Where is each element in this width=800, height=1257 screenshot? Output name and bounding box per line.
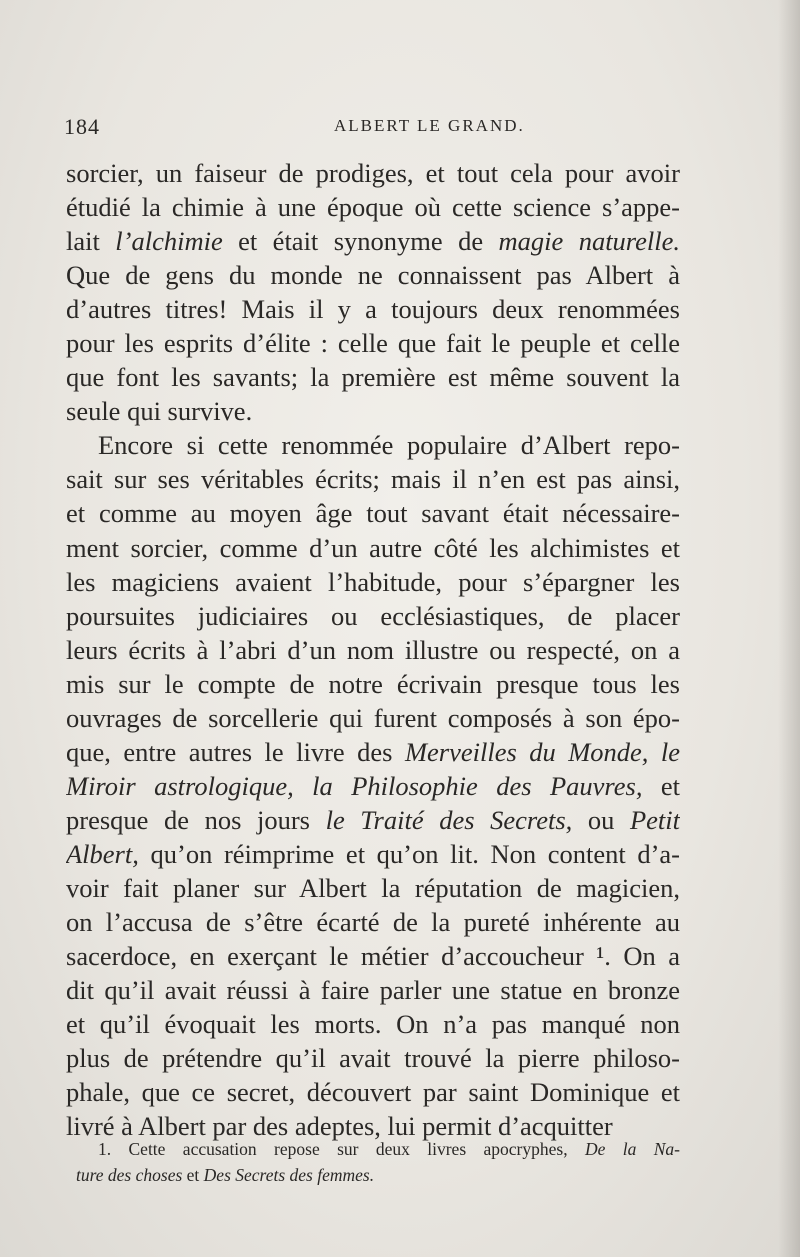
- text-span: et: [182, 1165, 204, 1185]
- text-span: mis sur le compte de notre écrivain presque tous les: [66, 668, 680, 699]
- text-span: seule qui survive.: [66, 396, 253, 427]
- text-span: les magiciens avaient l’habitude, pour s’épargner les: [66, 566, 680, 597]
- text-span: voir fait planer sur Albert la réputation de magicien,: [66, 872, 680, 903]
- text-line: [66, 973, 680, 1007]
- text-span: leurs écrits à l’abri d’un nom illustre ou respecté, on a: [66, 634, 680, 665]
- text-line: [66, 531, 680, 565]
- text-span: que font les savants; la première est même souvent la: [66, 362, 680, 393]
- text-line: [66, 190, 680, 224]
- text-line: [66, 1007, 680, 1041]
- text-span: plus de prétendre qu’il avait trouvé la pierre philoso-: [66, 1043, 680, 1074]
- text-span: lait: [66, 226, 116, 257]
- text-line: [66, 735, 680, 769]
- text-line: [66, 633, 680, 667]
- text-span: et comme au moyen âge tout savant était nécessaire-: [66, 498, 680, 529]
- page-header: [64, 114, 684, 144]
- text-span: Albert,: [66, 838, 139, 869]
- text-line: [66, 803, 680, 837]
- text-span: Des Secrets des femmes.: [203, 1165, 375, 1185]
- text-span: sorcier, un faiseur de prodiges, et tout cela pour avoir: [66, 158, 680, 188]
- text-span: qu’on réimprime et qu’on lit. Non content d’a-: [138, 838, 680, 869]
- text-line: [66, 258, 680, 292]
- text-line: [66, 599, 680, 633]
- text-line: [66, 462, 680, 496]
- text-span: ment sorcier, comme d’un autre côté les alchimistes et: [66, 532, 680, 563]
- text-span: ture des choses: [76, 1165, 183, 1185]
- text-line: [66, 871, 680, 905]
- text-span: poursuites judiciaires ou ecclésiastiques, de placer: [66, 600, 680, 631]
- text-line: [66, 326, 680, 360]
- footnote-line: [98, 1136, 680, 1162]
- text-span: que, entre autres le livre des: [66, 736, 405, 767]
- text-line: [66, 156, 680, 190]
- text-line: [66, 292, 680, 326]
- text-span: d’autres titres! Mais il y a toujours deux renommées: [66, 294, 680, 325]
- text-span: pour les esprits d’élite : celle que fait le peuple et celle: [66, 328, 680, 359]
- text-span: livré à Albert par des adeptes, lui permit d’acquitter: [66, 1111, 613, 1142]
- text-span: Encore si cette renommée populaire d’Albert repo-: [98, 430, 680, 461]
- text-span: on l’accusa de s’être écarté de la pureté inhérente au: [66, 907, 680, 938]
- text-span: sacerdoce, en exerçant le métier d’accoucheur ¹. On a: [66, 941, 680, 972]
- footnote-line: [76, 1162, 680, 1188]
- text-span: et qu’il évoquait les morts. On n’a pas manqué non: [66, 1009, 680, 1040]
- text-span: sait sur ses véritables écrits; mais il n’en est pas ainsi,: [66, 464, 680, 495]
- text-span: magie naturelle.: [498, 226, 680, 257]
- text-span: ou: [572, 804, 630, 835]
- text-line: [66, 701, 680, 735]
- text-span: le Traité des Secrets,: [325, 804, 573, 835]
- text-line: [66, 428, 680, 462]
- text-line: [66, 1075, 680, 1109]
- text-span: phale, que ce secret, découvert par saint Dominique et: [66, 1077, 680, 1108]
- text-line: [66, 837, 680, 871]
- text-span: Miroir astrologique, la Philosophie des Pauvres,: [66, 770, 643, 801]
- text-span: Merveilles du Monde, le: [404, 736, 680, 767]
- page-edge-shadow: [778, 0, 800, 1257]
- text-line: [66, 496, 680, 530]
- text-span: dit qu’il avait réussi à faire parler une statue en bronze: [66, 975, 680, 1006]
- text-line: [66, 769, 680, 803]
- text-line: [66, 565, 680, 599]
- footnotes: [76, 1136, 680, 1188]
- text-span: presque de nos jours: [66, 804, 326, 835]
- text-span: l’alchimie: [115, 226, 223, 257]
- text-line: [66, 394, 680, 428]
- text-span: 1. Cette accusation repose sur deux livres apocryphes,: [98, 1139, 585, 1159]
- text-span: Petit: [629, 804, 680, 835]
- text-span: De la Na-: [584, 1139, 680, 1159]
- text-span: ouvrages de sorcellerie qui furent composés à son épo-: [66, 702, 680, 733]
- body-text: [66, 156, 680, 1143]
- running-head: ALBERT LE GRAND.: [334, 116, 525, 135]
- text-span: et: [642, 770, 680, 801]
- text-line: [66, 905, 680, 939]
- text-line: [66, 1041, 680, 1075]
- text-line: [66, 939, 680, 973]
- text-line: [66, 667, 680, 701]
- text-span: et était synonyme de: [222, 226, 499, 257]
- text-line: [66, 360, 680, 394]
- page-number: 184: [64, 114, 100, 139]
- text-span: étudié la chimie à une époque où cette science s’appe-: [66, 192, 680, 223]
- text-span: Que de gens du monde ne connaissent pas Albert à: [66, 260, 680, 291]
- text-line: [66, 224, 680, 258]
